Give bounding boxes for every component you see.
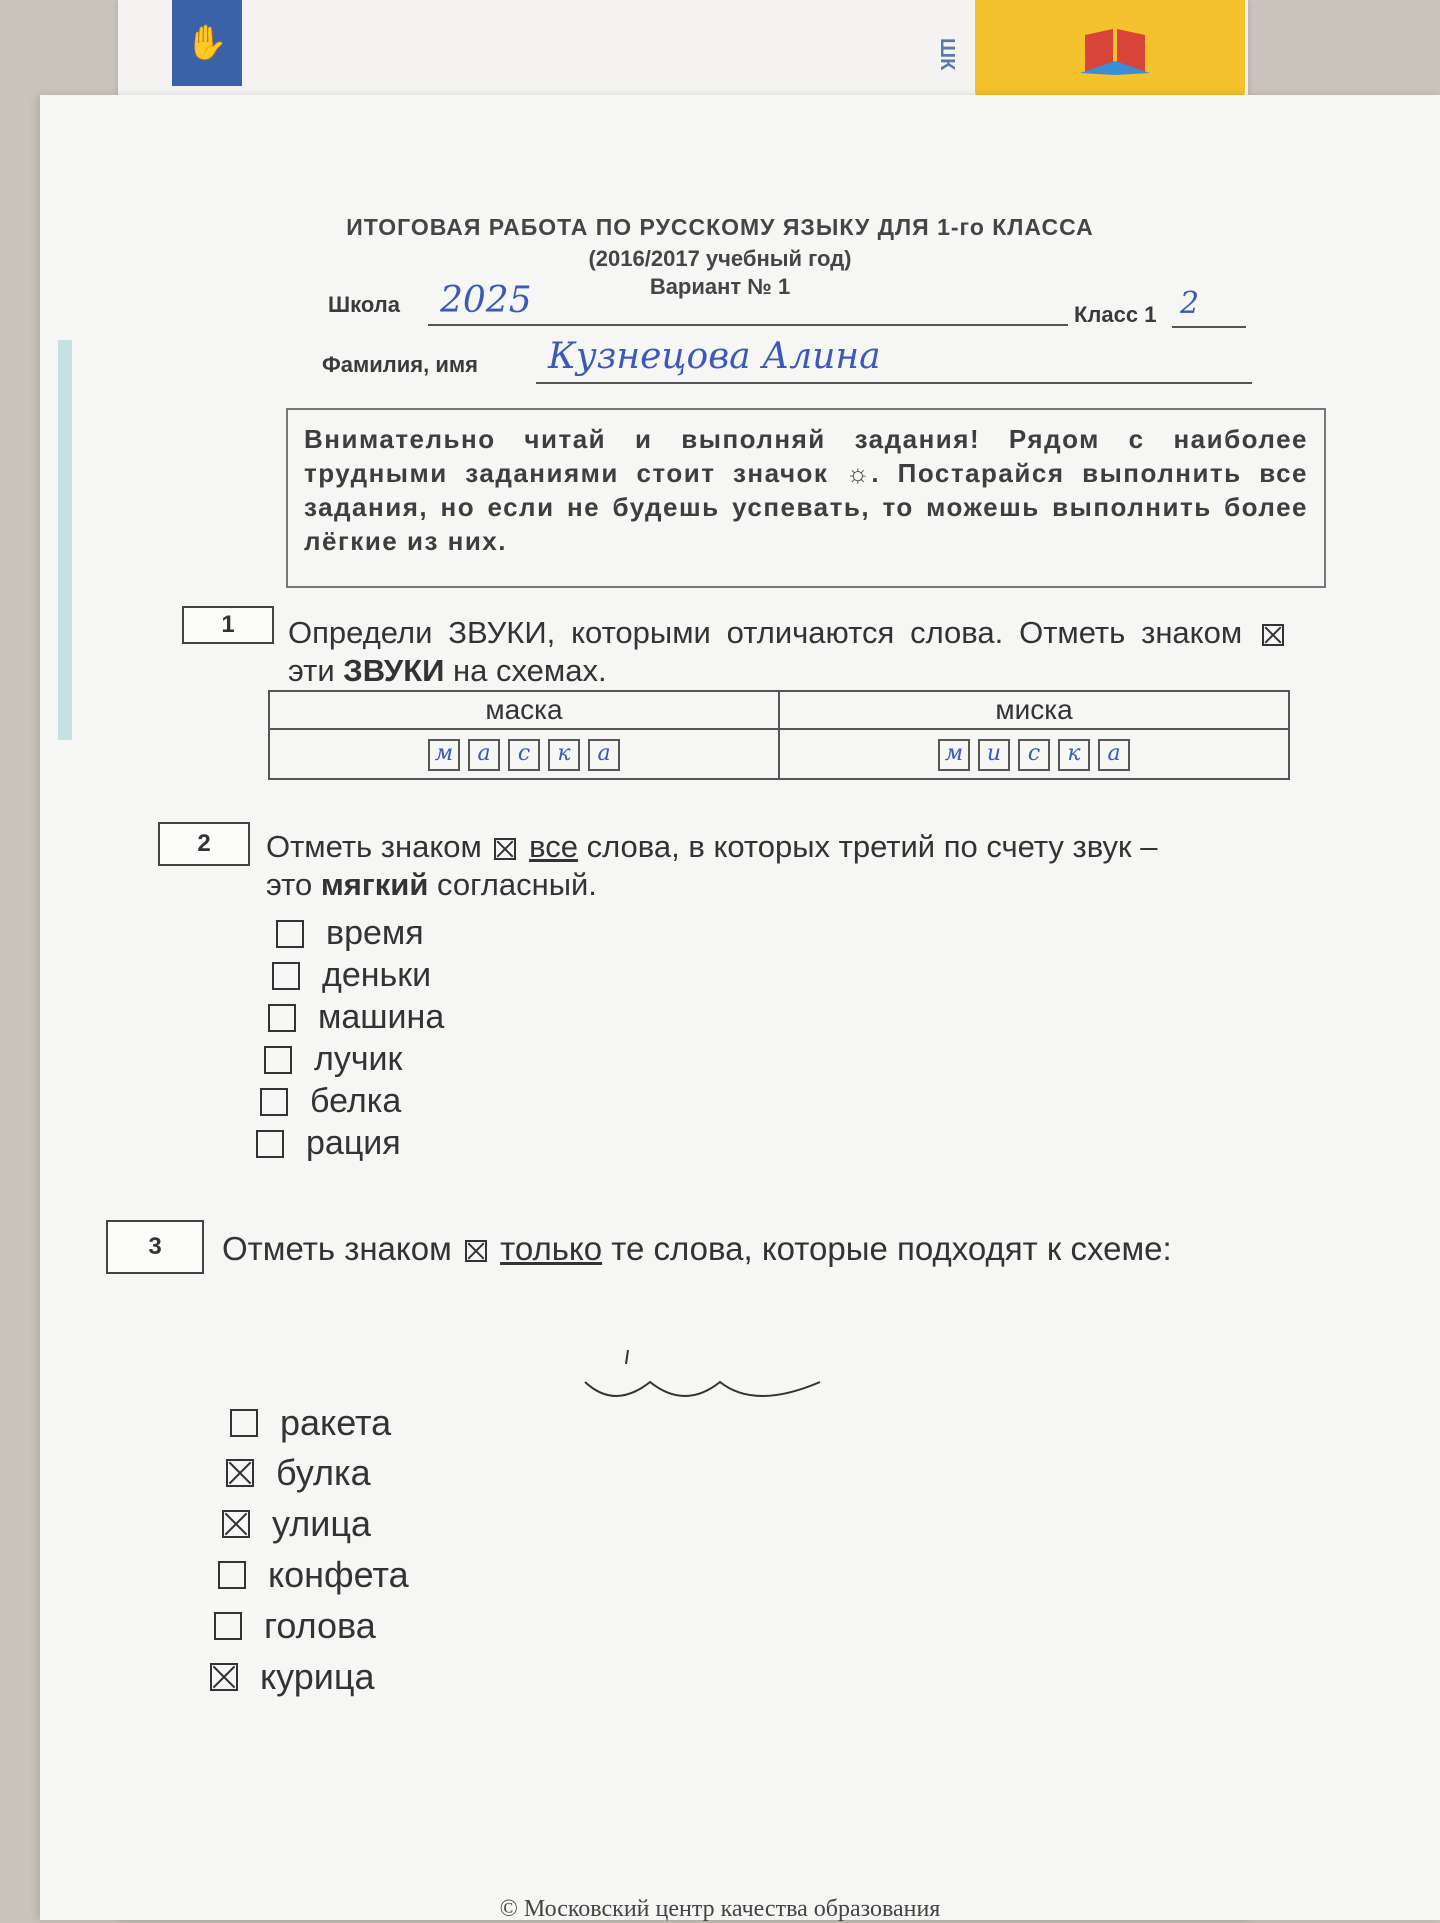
schema-boxes-1 [269, 729, 779, 779]
schema-boxes-2 [779, 729, 1289, 779]
q2-option[interactable] [264, 1040, 402, 1079]
cross-mark-icon [465, 1240, 487, 1262]
checkbox-checked[interactable] [226, 1459, 254, 1487]
book-icon [1080, 25, 1150, 75]
q2-option[interactable] [276, 914, 424, 953]
sound-box[interactable]: а [588, 739, 620, 771]
option-label: белка [310, 1082, 402, 1120]
q2-option[interactable] [272, 956, 431, 995]
q3-option[interactable] [210, 1656, 375, 1698]
option-label: машина [318, 998, 445, 1036]
option-label: рация [306, 1124, 401, 1162]
q3-option[interactable] [226, 1452, 371, 1494]
sound-box[interactable]: м [428, 739, 460, 771]
exam-year: (2016/2017 учебный год) [588, 246, 852, 271]
sheet-edge [58, 340, 72, 740]
checkbox[interactable] [268, 1004, 296, 1032]
school-line[interactable] [428, 324, 1068, 326]
publisher-logo-icon: ✋ [172, 0, 242, 86]
question-3-number: 3 [106, 1220, 204, 1274]
option-label: деньки [322, 956, 432, 994]
schema-word-1: маска [269, 691, 779, 729]
cover-letters: ШК [936, 38, 958, 71]
exam-title: ИТОГОВАЯ РАБОТА ПО РУССКОМУ ЯЗЫКУ ДЛЯ 1-го КЛАССА [346, 214, 1094, 240]
sound-box[interactable]: к [548, 739, 580, 771]
school-value: 2025 [440, 280, 532, 321]
school-label: Школа [328, 292, 400, 317]
name-line[interactable] [536, 382, 1252, 384]
checkbox[interactable] [276, 920, 304, 948]
cross-mark-icon [494, 838, 516, 860]
checkbox[interactable] [218, 1561, 246, 1589]
instructions-box: Внимательно читай и выполняй задания! Рядом с наиболее трудными заданиями стоит значок ☼. Постарайся выполнить все задания, но если не будешь успевать, то можешь выполнить более лёгкие из них. [286, 408, 1326, 588]
checkbox[interactable] [260, 1088, 288, 1116]
question-1-number: 1 [182, 606, 274, 644]
checkbox-checked[interactable] [222, 1510, 250, 1538]
option-label: лучик [314, 1040, 403, 1078]
question-2-text: Отметь знаком все слова, в которых третий по счету звук – это мягкий согласный. [266, 829, 1158, 902]
sound-box[interactable]: с [1018, 739, 1050, 771]
sound-box[interactable]: м [938, 739, 970, 771]
q2-option[interactable] [260, 1082, 401, 1121]
schema-word-2: миска [779, 691, 1289, 729]
question-1-text: Определи ЗВУКИ, которыми отличаются слова. Отметь знаком эти ЗВУКИ на схемах. [288, 614, 1288, 690]
option-label: конфета [268, 1554, 409, 1595]
option-label: булка [276, 1452, 371, 1493]
q3-option[interactable] [230, 1402, 391, 1444]
sound-box[interactable]: а [468, 739, 500, 771]
checkbox-checked[interactable] [210, 1663, 238, 1691]
option-label: улица [272, 1503, 371, 1544]
option-label: время [326, 914, 424, 952]
q3-option[interactable] [218, 1554, 409, 1596]
checkbox[interactable] [230, 1409, 258, 1437]
option-label: голова [264, 1605, 376, 1646]
question-3-text: Отметь знаком только те слова, которые подходят к схеме: [222, 1230, 1172, 1267]
class-value: 2 [1180, 286, 1200, 321]
q3-option[interactable] [214, 1605, 376, 1647]
q2-option[interactable] [268, 998, 444, 1037]
checkbox[interactable] [272, 962, 300, 990]
sound-box[interactable]: с [508, 739, 540, 771]
checkbox[interactable] [214, 1612, 242, 1640]
exam-variant: Вариант № 1 [649, 274, 791, 299]
q2-option[interactable] [256, 1124, 401, 1163]
checkbox[interactable] [256, 1130, 284, 1158]
checkbox[interactable] [264, 1046, 292, 1074]
option-label: ракета [280, 1402, 392, 1443]
class-label: Класс 1 [1074, 302, 1157, 327]
sound-box[interactable]: а [1098, 739, 1130, 771]
name-value: Кузнецова Алина [548, 336, 881, 377]
syllable-scheme-icon [580, 1340, 830, 1410]
class-line[interactable] [1172, 326, 1246, 328]
name-label: Фамилия, имя [322, 352, 479, 377]
sound-schema-table [268, 690, 1290, 780]
copyright-footer: © Московский центр качества образования [499, 1896, 941, 1922]
option-label: курица [260, 1656, 375, 1697]
sound-box[interactable]: к [1058, 739, 1090, 771]
question-2-number: 2 [158, 822, 250, 866]
sound-box[interactable]: и [978, 739, 1010, 771]
cross-mark-icon [1262, 624, 1284, 646]
q3-option[interactable] [222, 1503, 371, 1545]
